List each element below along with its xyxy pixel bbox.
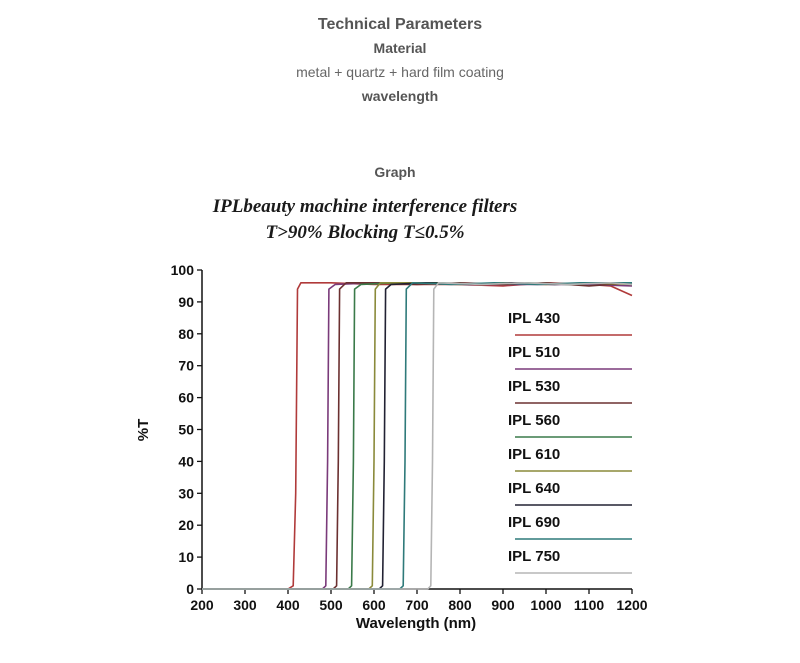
legend-label: IPL 640	[508, 480, 561, 497]
x-tick-label: 700	[405, 597, 429, 613]
x-tick-label: 800	[448, 597, 472, 613]
series-line-ipl-750	[202, 283, 632, 589]
series-line-ipl-530	[202, 283, 632, 589]
x-tick-label: 600	[362, 597, 386, 613]
legend-label: IPL 690	[508, 514, 561, 531]
y-tick-label: 0	[186, 581, 194, 597]
material-label: Material	[373, 40, 427, 56]
series-line-ipl-510	[202, 283, 632, 589]
graph-label: Graph	[374, 164, 416, 180]
y-tick-label: 20	[178, 517, 194, 534]
x-tick-label: 1200	[616, 597, 648, 613]
series-line-ipl-640	[202, 283, 632, 589]
chart-title: IPLbeauty machine interference filters	[212, 196, 518, 217]
series-line-ipl-560	[202, 283, 632, 589]
chart-subtitle: T>90% Blocking T≤0.5%	[265, 222, 465, 243]
legend-label: IPL 430	[508, 310, 561, 327]
x-tick-label: 200	[190, 597, 214, 613]
chart-series	[202, 283, 632, 589]
chart-legend	[508, 310, 632, 573]
y-tick-label: 90	[178, 293, 194, 310]
y-tick-label: 40	[178, 453, 194, 470]
y-axis-label: %T	[135, 418, 152, 442]
x-tick-label: 300	[233, 597, 257, 613]
legend-label: IPL 560	[508, 412, 561, 429]
y-tick-label: 100	[170, 262, 194, 278]
y-tick-label: 60	[178, 389, 194, 406]
y-tick-label: 70	[178, 357, 194, 374]
series-line-ipl-690	[202, 283, 632, 589]
legend-label: IPL 610	[508, 446, 561, 463]
y-tick-label: 30	[178, 485, 194, 502]
legend-label: IPL 510	[508, 344, 561, 361]
x-tick-label: 1100	[573, 597, 605, 613]
wavelength-label: wavelength	[361, 88, 439, 104]
technical-parameters-title: Technical Parameters	[317, 16, 483, 33]
y-tick-label: 10	[178, 549, 194, 566]
series-line-ipl-610	[202, 283, 632, 589]
x-tick-label: 400	[276, 597, 300, 613]
x-tick-label: 900	[491, 597, 515, 613]
material-value: metal + quartz + hard film coating	[296, 64, 504, 80]
legend-label: IPL 750	[508, 548, 561, 565]
x-tick-label: 500	[319, 597, 343, 613]
y-tick-label: 80	[178, 325, 194, 342]
y-tick-label: 50	[178, 421, 194, 438]
series-line-ipl-430	[202, 283, 632, 589]
x-tick-label: 1000	[530, 597, 562, 613]
x-axis-label: Wavelength (nm)	[355, 615, 477, 632]
legend-label: IPL 530	[508, 378, 561, 395]
